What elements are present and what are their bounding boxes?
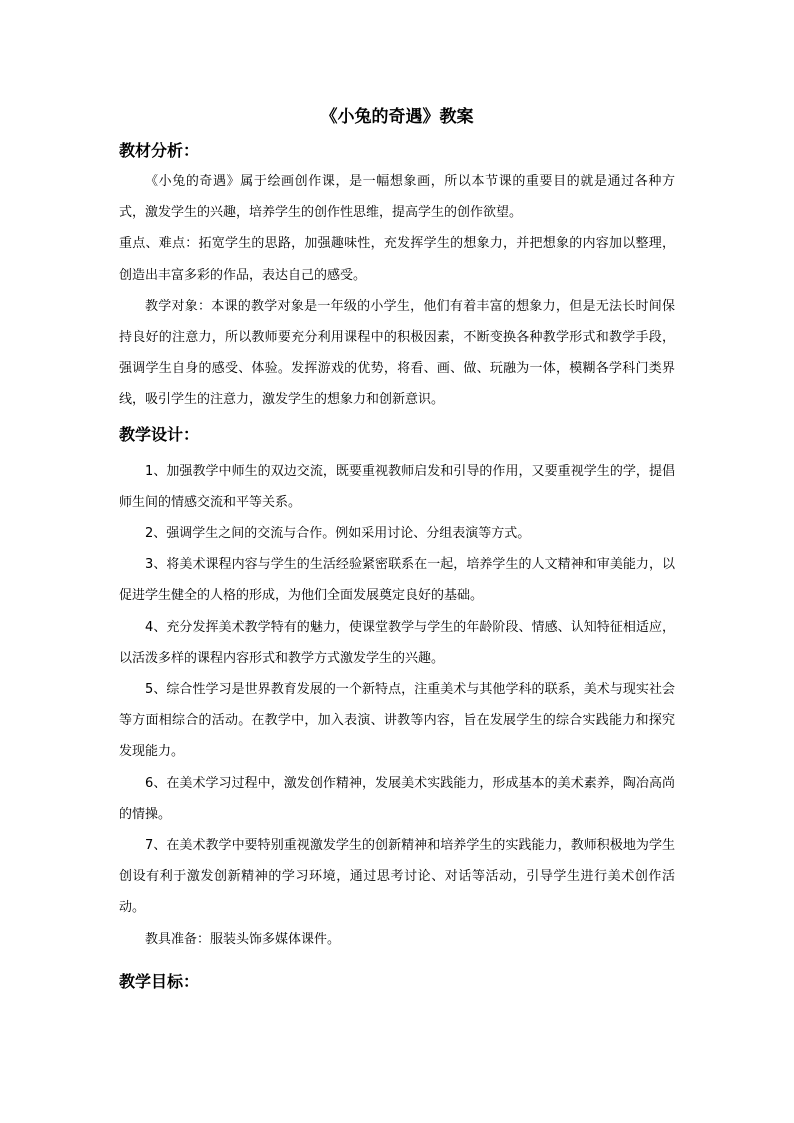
section-heading-goals: 教学目标： — [119, 971, 200, 991]
design-item-2: 2、强调学生之间的交流与合作。例如采用讨论、分组表演等方式。 — [145, 526, 531, 542]
document-title: 《小兔的奇遇》教案 — [320, 107, 474, 127]
section-heading-design: 教学设计： — [119, 424, 200, 444]
design-item-3: 3、将美术课程内容与学生的生活经验紧密联系在一起，培养学生的人文精神和审美能力，以促进学生健全的人格的形成，为他们全面发展奠定良好的基础。 — [119, 557, 675, 604]
analysis-paragraph-key-points: 重点、难点：拓宽学生的思路，加强趣味性，充发挥学生的想象力，并把想象的内容加以整理，创造出丰富多彩的作品，表达自己的感受。 — [119, 236, 675, 283]
design-item-1: 1、加强教学中师生的双边交流，既要重视教师启发和引导的作用，又要重视学生的学，提倡师生间的情感交流和平等关系。 — [119, 463, 675, 510]
design-item-7: 7、在美术教学中要特别重视激发学生的创新精神和培养学生的实践能力，教师积极地为学生创设有利于激发创新精神的学习环境，通过思考讨论、对话等活动，引导学生进行美术创作活动。 — [119, 838, 675, 916]
design-item-6: 6、在美术学习过程中，激发创作精神，发展美术实践能力，形成基本的美术素养，陶冶高尚的情操。 — [119, 775, 675, 822]
analysis-paragraph-1: 《小兔的奇遇》属于绘画创作课，是一幅想象画，所以本节课的重要目的就是通过各种方式，激发学生的兴趣，培养学生的创作性思维，提高学生的创作欲望。 — [119, 174, 675, 221]
section-heading-analysis: 教材分析： — [119, 141, 200, 160]
design-materials: 教具准备：服装头饰多媒体课件。 — [145, 931, 341, 947]
analysis-paragraph-teaching-target: 教学对象：本课的教学对象是一年级的小学生，他们有着丰富的想象力，但是无法长时间保持良好的注意力，所以教师要充分利用课程中的积极因素，不断变换各种教学形式和教学手段，强调学生自身的感受、体验。发挥游戏的优势，将看、画、做、玩融为一体，模糊各学科门类界线，吸引学生的注意力，激发学生的想象力和创新意识。 — [119, 298, 675, 408]
design-item-4: 4、充分发挥美术教学特有的魅力，使课堂教学与学生的年龄阶段、情感、认知特征相适应，以活泼多样的课程内容形式和教学方式激发学生的兴趣。 — [119, 619, 675, 666]
document-page — [119, 102, 675, 997]
design-item-5: 5、综合性学习是世界教育发展的一个新特点，注重美术与其他学科的联系，美术与现实社会等方面相综合的活动。在教学中，加入表演、讲教等内容，旨在发展学生的综合实践能力和探究发现能力。 — [119, 682, 675, 760]
